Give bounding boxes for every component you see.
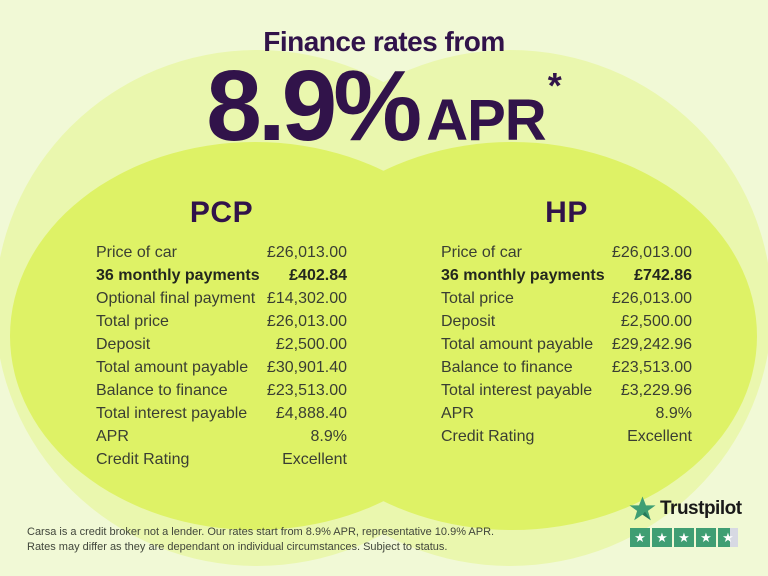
banner-title: Finance rates from	[263, 26, 505, 57]
pcp-finance-table	[96, 196, 347, 471]
finance-table-row	[96, 310, 347, 333]
row-label: Total interest payable	[96, 405, 248, 422]
row-value: £23,513.00	[611, 359, 692, 376]
finance-table-row	[96, 264, 347, 287]
row-value: £2,500.00	[275, 336, 347, 353]
finance-table-row	[96, 356, 347, 379]
hp-table-rows	[441, 241, 692, 448]
row-value: £23,513.00	[266, 382, 347, 399]
row-value: Excellent	[282, 451, 347, 468]
row-value: £29,242.96	[611, 336, 692, 353]
finance-table-row	[441, 356, 692, 379]
finance-table-row	[441, 402, 692, 425]
trustpilot-star-box	[696, 528, 716, 547]
row-value: £26,013.00	[611, 244, 692, 261]
trustpilot-star-icon	[629, 496, 656, 522]
star-icon: ★	[678, 530, 690, 545]
finance-table-row	[441, 287, 692, 310]
row-label: 36 monthly payments	[441, 267, 605, 284]
row-value: £26,013.00	[266, 244, 347, 261]
row-label: Total interest payable	[441, 382, 593, 399]
row-value: £4,888.40	[275, 405, 347, 422]
pcp-table-rows	[96, 241, 347, 471]
trustpilot-star-box	[718, 528, 738, 547]
pcp-table-title: PCP	[189, 196, 254, 229]
row-label: Optional final payment	[96, 290, 256, 307]
row-label: Total price	[96, 313, 169, 330]
finance-table-row	[96, 425, 347, 448]
trustpilot-star-rating	[630, 528, 745, 547]
row-label: 36 monthly payments	[96, 267, 260, 284]
row-label: Credit Rating	[96, 451, 190, 468]
star-icon: ★	[634, 530, 646, 545]
row-label: Balance to finance	[441, 359, 573, 376]
finance-table-row	[96, 333, 347, 356]
trustpilot-brand-text: Trustpilot	[660, 498, 742, 519]
row-value: 8.9%	[310, 428, 347, 445]
star-icon: ★	[722, 530, 734, 545]
row-value: £3,229.96	[620, 382, 692, 399]
finance-table-row	[96, 379, 347, 402]
trustpilot-logo	[629, 496, 745, 522]
finance-table-row	[441, 379, 692, 402]
row-label: Balance to finance	[96, 382, 228, 399]
finance-table-row	[96, 402, 347, 425]
hp-table-title: HP	[545, 196, 588, 229]
finance-table-row	[441, 264, 692, 287]
row-label: Total price	[441, 290, 514, 307]
row-value: £402.84	[289, 267, 347, 284]
headline-rate	[0, 50, 768, 162]
finance-table-row	[96, 448, 347, 471]
finance-table-row	[441, 310, 692, 333]
row-label: Deposit	[96, 336, 151, 353]
trustpilot-star-box	[674, 528, 694, 547]
row-label: Deposit	[441, 313, 496, 330]
row-value: £30,901.40	[266, 359, 347, 376]
row-label: Price of car	[96, 244, 177, 261]
disclaimer-line-1: Carsa is a credit broker not a lender. Our rates start from 8.9% APR, representative 10.9% APR.	[27, 526, 495, 538]
row-value: £26,013.00	[266, 313, 347, 330]
row-value: £26,013.00	[611, 290, 692, 307]
row-value: £742.86	[634, 267, 692, 284]
row-value: £2,500.00	[620, 313, 692, 330]
asterisk-footnote-marker: *	[547, 65, 562, 106]
star-icon: ★	[656, 530, 668, 545]
finance-table-row	[96, 287, 347, 310]
row-label: Credit Rating	[441, 428, 535, 445]
row-label: Price of car	[441, 244, 522, 261]
finance-table-row	[441, 241, 692, 264]
hp-finance-table	[441, 196, 692, 448]
disclaimer-line-2: Rates may differ as they are dependant on individual circumstances. Subject to status.	[27, 540, 448, 553]
finance-table-row	[441, 333, 692, 356]
legal-disclaimer	[27, 525, 607, 554]
row-label: Total amount payable	[441, 336, 594, 353]
trustpilot-star-box	[630, 528, 650, 547]
rate-suffix: APR	[426, 88, 546, 153]
row-value: Excellent	[627, 428, 692, 445]
rate-value: 8.9%	[206, 50, 419, 162]
trustpilot-badge	[629, 496, 745, 547]
finance-table-row	[441, 425, 692, 448]
row-label: APR	[441, 405, 474, 422]
row-label: APR	[96, 428, 129, 445]
row-value: 8.9%	[655, 405, 692, 422]
trustpilot-star-box	[652, 528, 672, 547]
finance-table-row	[96, 241, 347, 264]
row-value: £14,302.00	[266, 290, 347, 307]
star-icon: ★	[700, 530, 712, 545]
row-label: Total amount payable	[96, 359, 249, 376]
